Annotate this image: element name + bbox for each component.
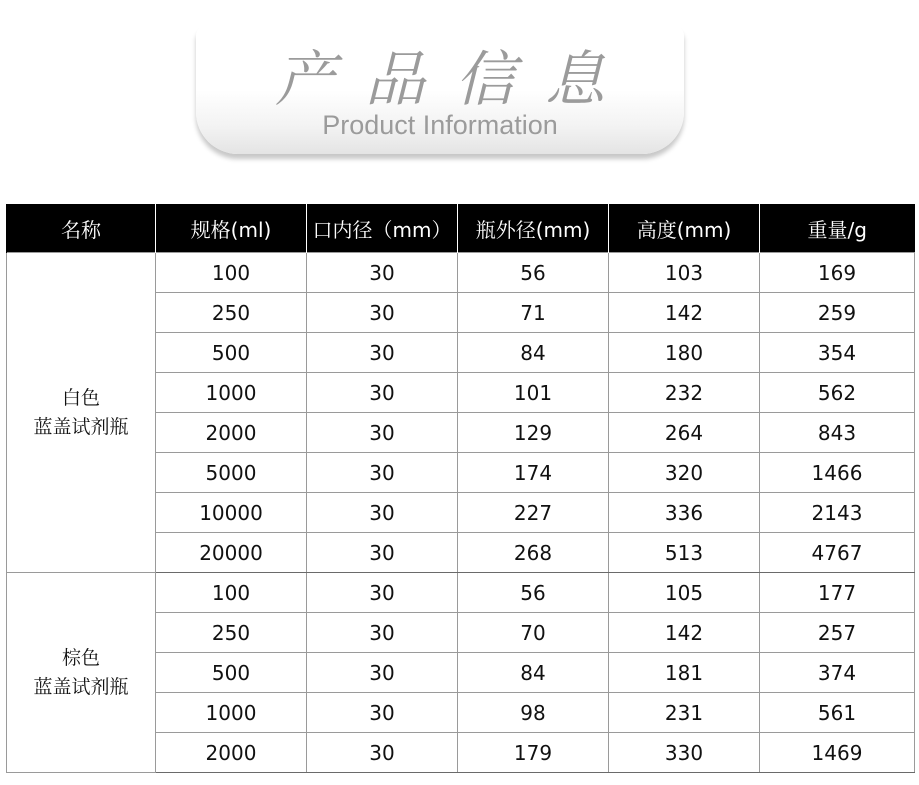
cell-weight: 354 [760, 333, 915, 373]
cell-outer-diameter: 71 [458, 293, 609, 333]
cell-height: 103 [609, 253, 760, 293]
cell-height: 264 [609, 413, 760, 453]
cell-height: 180 [609, 333, 760, 373]
product-type-label: 蓝盖试剂瓶 [33, 675, 129, 698]
cell-inner-diameter: 30 [307, 533, 458, 573]
header-banner [196, 26, 684, 154]
cell-inner-diameter: 30 [307, 613, 458, 653]
table-header-row [7, 204, 915, 253]
header-name: 名称 [7, 204, 156, 253]
cell-height: 232 [609, 373, 760, 413]
cell-capacity: 500 [156, 333, 307, 373]
cell-inner-diameter: 30 [307, 333, 458, 373]
cell-inner-diameter: 30 [307, 733, 458, 773]
banner-title-english: Product Information [322, 110, 558, 140]
cell-capacity: 250 [156, 293, 307, 333]
cell-capacity: 2000 [156, 733, 307, 773]
product-name-cell [7, 253, 156, 573]
cell-capacity: 10000 [156, 493, 307, 533]
cell-height: 336 [609, 493, 760, 533]
cell-capacity: 1000 [156, 693, 307, 733]
cell-inner-diameter: 30 [307, 413, 458, 453]
cell-outer-diameter: 84 [458, 333, 609, 373]
product-name-cell [7, 573, 156, 773]
cell-height: 231 [609, 693, 760, 733]
product-spec-table [6, 204, 915, 773]
cell-outer-diameter: 268 [458, 533, 609, 573]
cell-height: 513 [609, 533, 760, 573]
cell-outer-diameter: 70 [458, 613, 609, 653]
cell-height: 181 [609, 653, 760, 693]
cell-height: 330 [609, 733, 760, 773]
cell-height: 142 [609, 613, 760, 653]
cell-weight: 169 [760, 253, 915, 293]
cell-inner-diameter: 30 [307, 693, 458, 733]
cell-capacity: 2000 [156, 413, 307, 453]
cell-outer-diameter: 56 [458, 253, 609, 293]
product-type-label: 蓝盖试剂瓶 [33, 415, 129, 438]
header-inner-diameter: 口内径（mm） [307, 204, 458, 253]
cell-outer-diameter: 84 [458, 653, 609, 693]
table-body [7, 253, 915, 773]
header-height: 高度(mm) [609, 204, 760, 253]
cell-inner-diameter: 30 [307, 453, 458, 493]
table-row [7, 253, 915, 293]
cell-weight: 177 [760, 573, 915, 613]
cell-weight: 561 [760, 693, 915, 733]
cell-weight: 259 [760, 293, 915, 333]
cell-outer-diameter: 174 [458, 453, 609, 493]
cell-capacity: 100 [156, 573, 307, 613]
cell-outer-diameter: 101 [458, 373, 609, 413]
cell-weight: 843 [760, 413, 915, 453]
cell-capacity: 5000 [156, 453, 307, 493]
cell-weight: 2143 [760, 493, 915, 533]
cell-outer-diameter: 227 [458, 493, 609, 533]
cell-inner-diameter: 30 [307, 253, 458, 293]
header-weight: 重量/g [760, 204, 915, 253]
cell-weight: 374 [760, 653, 915, 693]
cell-capacity: 20000 [156, 533, 307, 573]
cell-inner-diameter: 30 [307, 373, 458, 413]
cell-height: 105 [609, 573, 760, 613]
cell-capacity: 250 [156, 613, 307, 653]
cell-weight: 257 [760, 613, 915, 653]
cell-weight: 1466 [760, 453, 915, 493]
cell-capacity: 500 [156, 653, 307, 693]
cell-outer-diameter: 129 [458, 413, 609, 453]
cell-height: 142 [609, 293, 760, 333]
cell-outer-diameter: 56 [458, 573, 609, 613]
cell-weight: 4767 [760, 533, 915, 573]
cell-weight: 1469 [760, 733, 915, 773]
cell-height: 320 [609, 453, 760, 493]
header-outer-diameter: 瓶外径(mm) [458, 204, 609, 253]
cell-weight: 562 [760, 373, 915, 413]
cell-capacity: 1000 [156, 373, 307, 413]
cell-inner-diameter: 30 [307, 573, 458, 613]
cell-inner-diameter: 30 [307, 653, 458, 693]
product-color-label: 白色 [61, 386, 100, 409]
product-color-label: 棕色 [61, 646, 100, 669]
cell-outer-diameter: 179 [458, 733, 609, 773]
banner-title-chinese: 产品信息 [275, 45, 635, 115]
cell-inner-diameter: 30 [307, 493, 458, 533]
header-capacity: 规格(ml) [156, 204, 307, 253]
cell-capacity: 100 [156, 253, 307, 293]
cell-inner-diameter: 30 [307, 293, 458, 333]
table-row [7, 573, 915, 613]
cell-outer-diameter: 98 [458, 693, 609, 733]
